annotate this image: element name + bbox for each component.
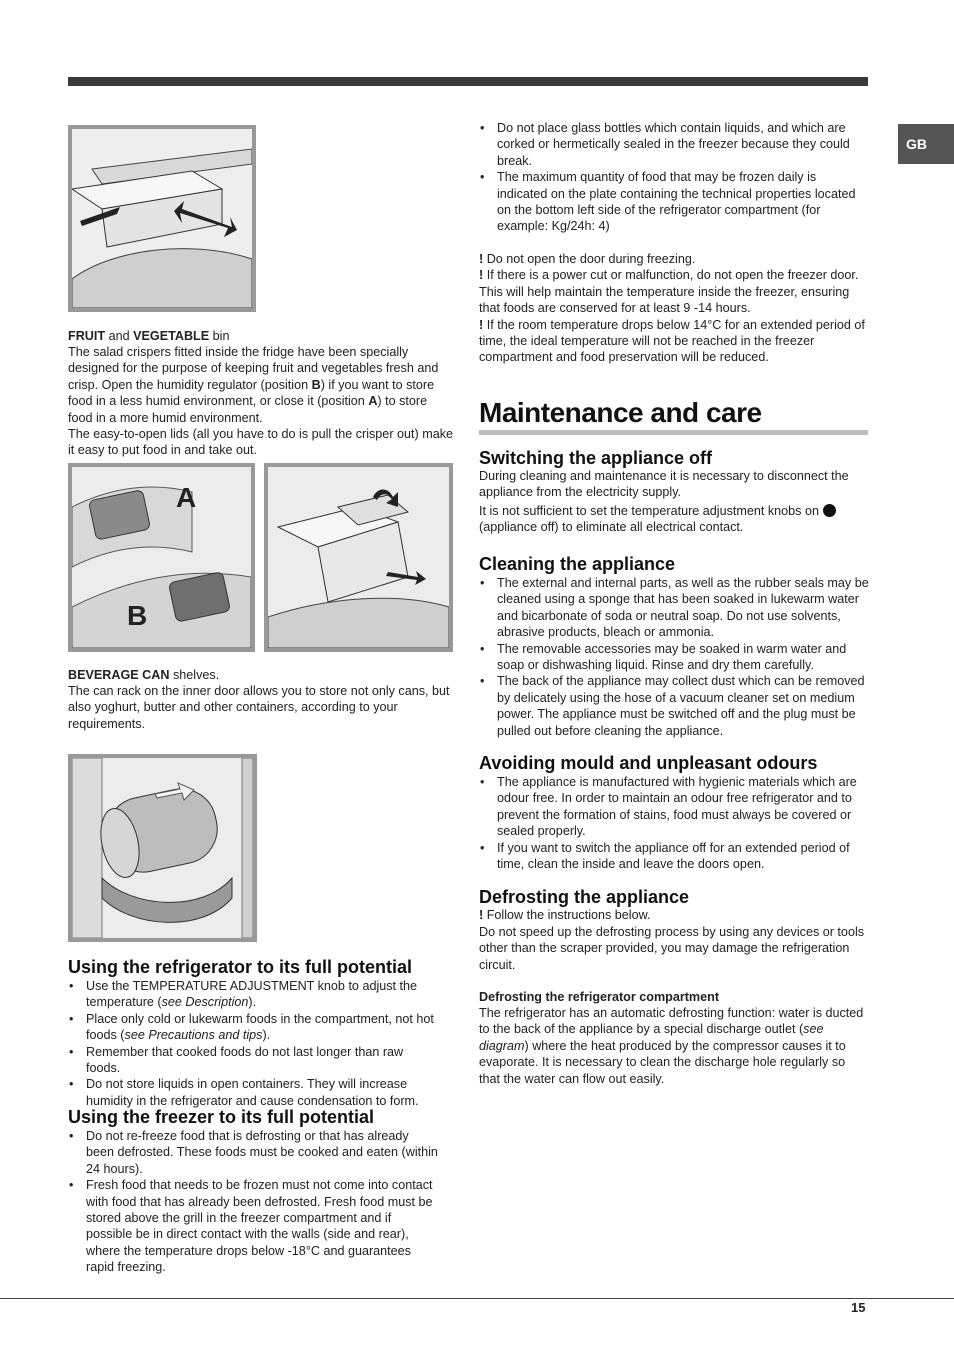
- defrost-instruction: ! Follow the instructions below.: [479, 908, 651, 922]
- can-rack-illustration: [68, 754, 257, 942]
- list-item: • Do not place glass bottles which contain liquids, and which are corked or hermetically sealed in the freezer because they could break.: [479, 120, 869, 169]
- cleaning-heading: Cleaning the appliance: [479, 554, 676, 574]
- label-b: B: [127, 600, 148, 631]
- defrost-subheading: Defrosting the refrigerator compartment: [479, 990, 720, 1004]
- list-item: • The appliance is manufactured with hygienic materials which are odour free. In order to maintain an odour free refrigerator and to prevent the formation of stains, food must always be covered or sealed properly.: [479, 774, 869, 840]
- list-item: • Do not re-freeze food that is defrosting or that has already been defrosted. These foods must be cooked and eaten (within 24 hours).: [68, 1128, 438, 1177]
- freezer-tips-list: [68, 1128, 438, 1276]
- fruit-vegetable-paragraph-2: The easy-to-open lids (all you have to do is pull the crisper out) make it easy to put food in and take out.: [68, 427, 454, 458]
- fruit-vegetable-paragraph-1: The salad crispers fitted inside the fridge have been specially designed for the purpose of keeping fruit and vegetables fresh and crisp. Open the humidity regulator (position B) if you want to store food in a less humid environment, or close it (position A) to store food in a more humid environment.: [68, 345, 439, 425]
- crisper-lid-drawing: [268, 467, 449, 648]
- list-item: • Place only cold or lukewarm foods in the compartment, not hot foods (see Precautions and tips).: [68, 1011, 438, 1044]
- language-tab: GB: [898, 124, 954, 164]
- list-item: • The removable accessories may be soaked in warm water and soap or dishwashing liquid. Rinse and dry them carefully.: [479, 641, 869, 674]
- beverage-paragraph: The can rack on the inner door allows you to store not only cans, but also yoghurt, butter and other containers, according to your requirements.: [68, 684, 450, 731]
- fruit-vegetable-title: FRUIT and VEGETABLE bin: [68, 329, 230, 343]
- label-a: A: [176, 482, 197, 513]
- list-item: • The external and internal parts, as well as the rubber seals may be cleaned using a sponge that has been soaked in lukewarm water and bicarbonate of soda or neutral soap. Do not use solvents, abrasive products, bleach or ammonia.: [479, 575, 869, 641]
- crisper-lid-illustration: [264, 463, 453, 652]
- mould-heading: Avoiding mould and unpleasant odours: [479, 753, 818, 773]
- page-number: 15: [851, 1300, 866, 1315]
- defrost-paragraph: Do not speed up the defrosting process by using any devices or tools other than the scraper provided, you may damage the refrigeration circuit.: [479, 925, 865, 972]
- title-rule: [479, 430, 868, 435]
- defrost-heading: Defrosting the appliance: [479, 887, 690, 907]
- defrost-fridge-paragraph: The refrigerator has an automatic defrosting function: water is ducted to the back of the appliance by a special discharge outlet (see diagram) where the heat produced by the compressor causes it to evaporate. It is necessary to clean the discharge hole regularly so that the water can flow out easily.: [479, 1006, 864, 1086]
- warning-1: ! Do not open the door during freezing.: [479, 252, 696, 266]
- top-rule: [68, 77, 868, 86]
- freezer-section-heading: Using the freezer to its full potential: [68, 1107, 375, 1127]
- fridge-tips-list: [68, 978, 438, 1109]
- crisper-drawer-illustration: [68, 125, 256, 312]
- list-item: • The maximum quantity of food that may be frozen daily is indicated on the plate containing the technical properties located on the bottom left side of the refrigerator compartment (for example: Kg/24h: 4): [479, 169, 869, 235]
- switching-heading: Switching the appliance off: [479, 448, 713, 468]
- bottom-rule: [0, 1298, 954, 1299]
- warning-3: ! If the room temperature drops below 14°C for an extended period of time, the ideal temperature will not be reached in the freezer compartment and food preservation will be reduced.: [479, 317, 865, 365]
- list-item: • Do not store liquids in open containers. They will increase humidity in the refrigerator and cause condensation to form.: [68, 1076, 438, 1109]
- switching-paragraph-2: It is not sufficient to set the temperature adjustment knobs on (appliance off) to eliminate all electrical contact.: [479, 503, 869, 536]
- switching-paragraph-1: During cleaning and maintenance it is necessary to disconnect the appliance from the electricity supply.: [479, 469, 849, 500]
- list-item: • Fresh food that needs to be frozen must not come into contact with food that has already been defrosted. Fresh food must be stored above the grill in the freezer compartment and if possible be in direct contact with the walls (side and rear), where the temperature drops below -18°C and guarantees rapid freezing.: [68, 1177, 438, 1275]
- beverage-title: BEVERAGE CAN shelves.: [68, 668, 220, 682]
- can-rack-drawing: [72, 758, 253, 938]
- list-item: • Use the TEMPERATURE ADJUSTMENT knob to adjust the temperature (see Description).: [68, 978, 438, 1011]
- crisper-drawer-drawing: [72, 129, 252, 308]
- humidity-regulator-illustration: [68, 463, 255, 652]
- humidity-regulator-drawing: [72, 467, 251, 648]
- list-item: • Remember that cooked foods do not last longer than raw foods.: [68, 1044, 438, 1077]
- cleaning-list: [479, 575, 869, 739]
- off-position-icon: [823, 504, 836, 517]
- list-item: • If you want to switch the appliance off for an extended period of time, clean the inside and leave the doors open.: [479, 840, 869, 873]
- freezer-warnings: [479, 251, 869, 366]
- page-title: Maintenance and care: [479, 397, 762, 428]
- mould-list: [479, 774, 869, 872]
- freezer-bullets-list: [479, 120, 869, 235]
- warning-2: ! If there is a power cut or malfunction, do not open the freezer door. This will help maintain the temperature inside the freezer, ensuring that foods are conserved for at least 9 -14 hours.: [479, 268, 859, 316]
- fridge-section-heading: Using the refrigerator to its full potential: [68, 957, 413, 977]
- list-item: • The back of the appliance may collect dust which can be removed by delicately using the hose of a vacuum cleaner set on medium power. The appliance must be switched off and the plug must be pulled out before cleaning the appliance.: [479, 673, 869, 739]
